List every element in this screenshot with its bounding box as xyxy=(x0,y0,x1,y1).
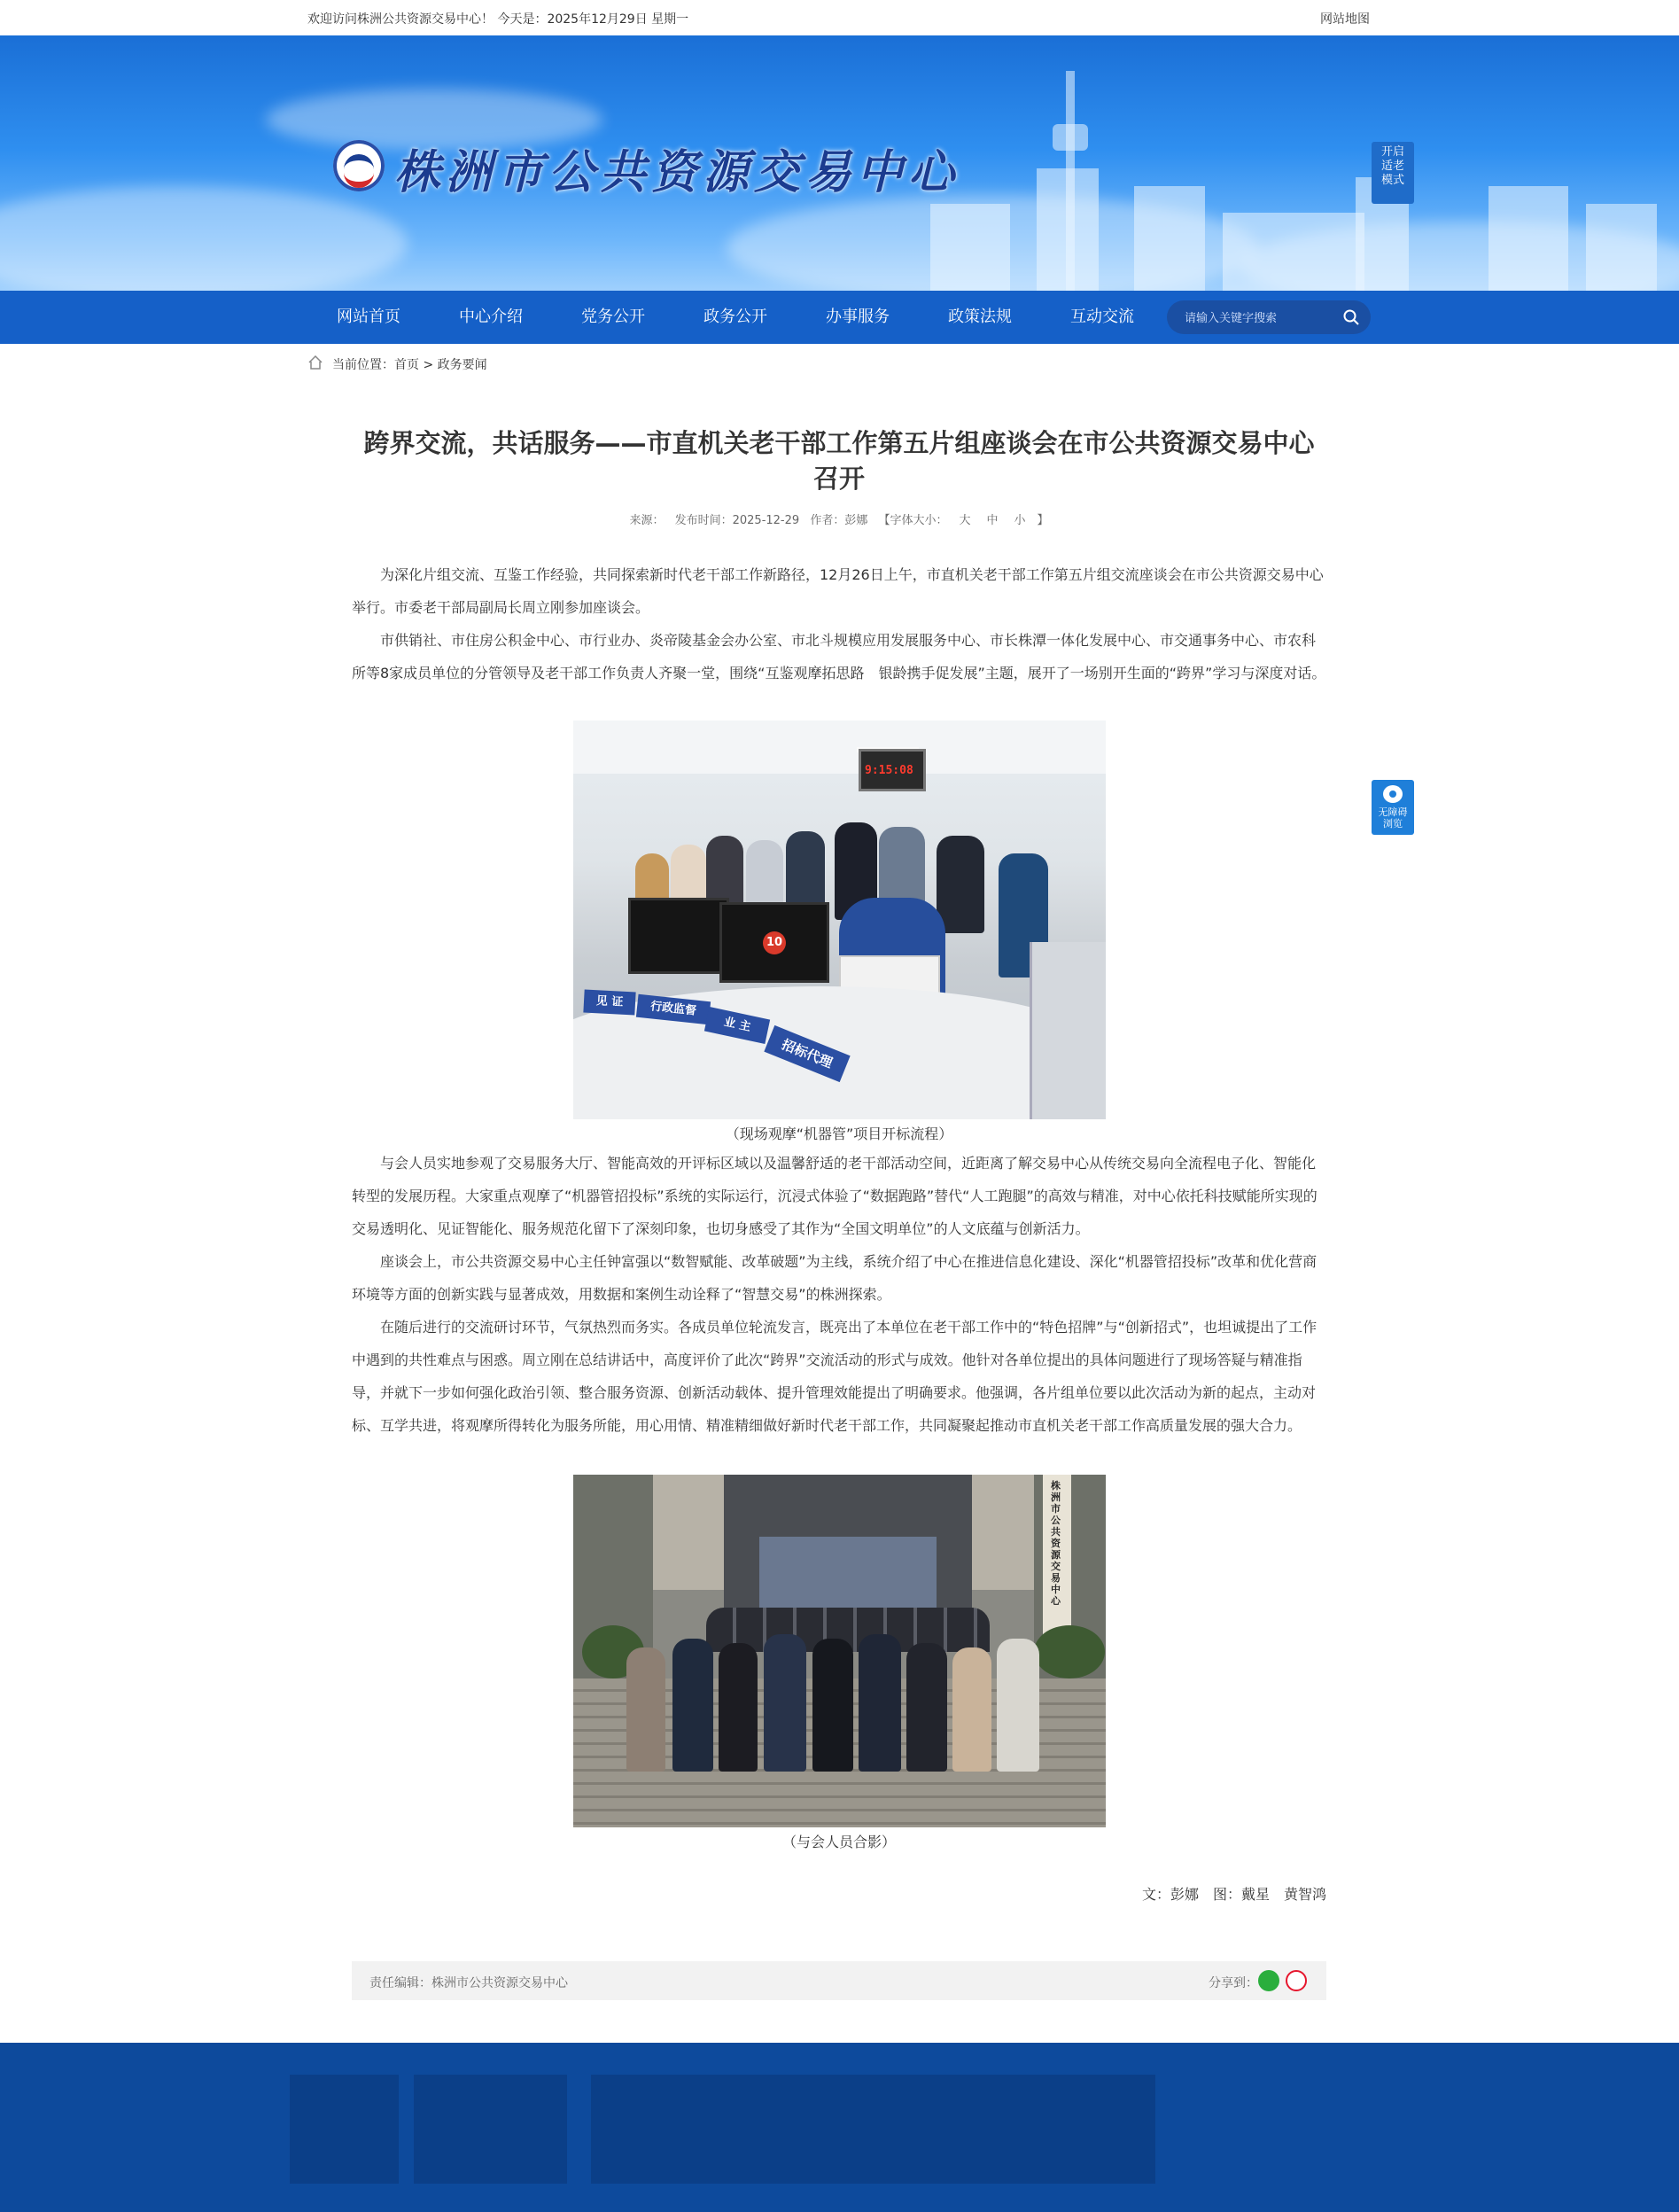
building xyxy=(1134,186,1205,291)
home-icon xyxy=(307,354,323,370)
nav-item-party-affairs[interactable]: 党务公开 xyxy=(581,308,645,326)
article-photo-bidding xyxy=(573,720,1106,1119)
nav-item-government-affairs[interactable]: 政务公开 xyxy=(703,308,767,326)
article-paragraph: 在随后进行的交流研讨环节，气氛热烈而务实。各成员单位轮流发言，既亮出了本单位在老干部工作中的“特色招牌”与“创新招式”，也坦诚提出了工作中遇到的共性难点与困惑。周立刚在总结讲话中，高度评价了此次“跨界”交流活动的形式与成效。他针对各单位提出的具体问题进行了现场答疑与精准指导，并就下一步如何强化政治引领、整合服务资源、创新活动载体、提升管理效能提出了明确要求。他强调，各片组单位要以此次活动为新的起点，主动对标、互学共进，将观摩所得转化为服务所能，用心用情、精准精细做好新时代老干部工作，共同凝聚起推动市直机关老干部工作高质量发展的强大合力。 xyxy=(352,1319,1318,1434)
fontsize-large-button[interactable]: 大 xyxy=(959,514,971,527)
article-paragraph: 市供销社、市住房公积金中心、市行业办、炎帝陵基金会办公室、市北斗规模应用发展服务中心、市长株潭一体化发展中心、市交通事务中心、市农科所等8家成员单位的分管领导及老干部工作负责人齐聚一堂，围绕“互鉴观摩拓思路 银龄携手促发展”主题，展开了一场别开生面的“跨界”学习与深度对话。 xyxy=(352,632,1326,682)
building xyxy=(1489,186,1568,291)
welcome-text: 欢迎访问株洲公共资源交易中心！ 今天是：2025年12月29日 星期一 xyxy=(307,12,689,27)
article-title: 跨界交流，共话服务——市直机关老干部工作第五片组座谈会在市公共资源交易中心召开 xyxy=(363,428,1315,494)
article-paragraph: 座谈会上，市公共资源交易中心主任钟富强以“数智赋能、改革破题”为主线，系统介绍了中心在推进信息化建设、深化“机器管招投标”改革和优化营商环境等方面的创新实践与显著成效，用数据和案例生动诠释了“智慧交易”的株洲探索。 xyxy=(352,1253,1318,1303)
footer xyxy=(0,2043,1679,2212)
photo-glass xyxy=(759,1537,937,1616)
footer-badge-box xyxy=(414,2075,567,2184)
sitemap-link[interactable]: 网站地图 xyxy=(1320,12,1370,27)
photo-clock xyxy=(859,749,926,791)
photo-sign-number: 10 xyxy=(763,931,786,954)
nav-item-policies[interactable]: 政策法规 xyxy=(948,308,1012,326)
elder-mode-button[interactable] xyxy=(1372,142,1414,204)
tower-top xyxy=(1053,124,1088,151)
meta-date: 发布时间：2025-12-29 xyxy=(674,514,800,527)
nav-item-interaction[interactable]: 互动交流 xyxy=(1070,308,1134,326)
meta-author: 作者：彭娜 xyxy=(810,514,868,527)
photo-sign-text: 株洲市公共资源交易中心 xyxy=(1051,1480,1061,1607)
photo-caption: （现场观摩“机器管”项目开标流程） xyxy=(725,1125,953,1142)
main-nav xyxy=(0,291,1679,344)
accessibility-label: 无障碍浏览 xyxy=(1378,806,1408,830)
nameplate-label: 行政监督 xyxy=(649,1000,697,1018)
nav-item-about[interactable]: 中心介绍 xyxy=(459,308,523,326)
site-logo-icon xyxy=(333,140,385,191)
nav-item-home[interactable]: 网站首页 xyxy=(337,308,400,326)
elder-mode-label: 开启适老模式 xyxy=(1380,145,1404,187)
article-paragraph: 为深化片组交流、互鉴工作经验，共同探索新时代老干部工作新路径，12月26日上午，市直机关老干部工作第五片组交流座谈会在市公共资源交易中心举行。市委老干部局副局长周立刚参加座谈会。 xyxy=(352,566,1324,616)
photo-caption: （与会人员合影） xyxy=(781,1834,896,1850)
photo-person xyxy=(906,1643,947,1772)
responsible-editor: 责任编辑：株洲市公共资源交易中心 xyxy=(369,1976,568,1990)
site-title: 株洲市公共资源交易中心 xyxy=(394,145,960,199)
article-meta xyxy=(352,510,1326,527)
wechat-share-icon[interactable] xyxy=(1258,1970,1279,1991)
fontsize-medium-button[interactable]: 中 xyxy=(986,514,999,527)
eye-icon xyxy=(1383,785,1403,803)
cloud-decoration xyxy=(0,186,408,291)
photo-monitor xyxy=(719,902,829,983)
search-icon[interactable] xyxy=(1342,308,1360,326)
article-photo-group xyxy=(573,1475,1106,1827)
building xyxy=(1223,213,1364,291)
photo-nameplate xyxy=(583,990,635,1016)
photo-person xyxy=(672,1639,713,1772)
meta-fontsize-close: 】 xyxy=(1037,514,1049,527)
top-bar xyxy=(0,0,1679,35)
photo-person xyxy=(859,1634,901,1772)
article-signature: 文：彭娜 图：戴星 黄智鸿 xyxy=(1141,1886,1326,1903)
photo-person xyxy=(812,1639,853,1772)
footer-info-box xyxy=(591,2075,1155,2184)
photo-door xyxy=(1030,942,1106,1119)
photo-clock-time: 9:15:08 xyxy=(865,764,913,777)
fontsize-small-button[interactable]: 小 xyxy=(1014,514,1026,527)
nameplate-label: 见 证 xyxy=(595,994,624,1009)
header-banner xyxy=(0,35,1679,291)
search-input[interactable] xyxy=(1183,308,1337,328)
nameplate-label: 业 主 xyxy=(722,1016,752,1035)
accessibility-button[interactable] xyxy=(1372,780,1414,835)
photo-person xyxy=(997,1639,1039,1772)
editor-bar xyxy=(352,1961,1326,2000)
footer-badge-box xyxy=(290,2075,399,2184)
photo-person xyxy=(719,1643,758,1772)
building xyxy=(930,204,1010,291)
photo-plant xyxy=(1034,1625,1105,1678)
nav-item-services[interactable]: 办事服务 xyxy=(826,308,890,326)
breadcrumb-text[interactable]: 当前位置：首页 > 政务要闻 xyxy=(332,358,487,372)
nameplate-label: 招标代理 xyxy=(779,1036,836,1071)
photo-ceiling xyxy=(573,720,1106,774)
statue xyxy=(1037,168,1099,291)
share-label: 分享到： xyxy=(1209,1976,1258,1990)
building xyxy=(1586,204,1657,291)
photo-monitor xyxy=(628,898,729,974)
search-box xyxy=(1167,300,1371,334)
meta-fontsize-label: 【字体大小： xyxy=(878,514,948,527)
meta-source: 来源： xyxy=(629,514,665,527)
photo-person xyxy=(952,1647,991,1772)
photo-person xyxy=(937,836,984,933)
article-paragraph: 与会人员实地参观了交易服务大厅、智能高效的开评标区域以及温馨舒适的老干部活动空间，近距离了解交易中心从传统交易向全流程电子化、智能化转型的发展历程。大家重点观摩了“机器管招投标”系统的实际运行，沉浸式体验了“数据跑路”替代“人工跑腿”的高效与精准，对中心依托科技赋能所实现的交易透明化、见证智能化、服务规范化留下了深刻印象，也切身感受了其作为“全国文明单位”的人文底蕴与创新活力。 xyxy=(352,1155,1318,1237)
photo-person xyxy=(764,1634,806,1772)
photo-person xyxy=(626,1647,665,1772)
weibo-share-icon[interactable] xyxy=(1286,1970,1307,1991)
